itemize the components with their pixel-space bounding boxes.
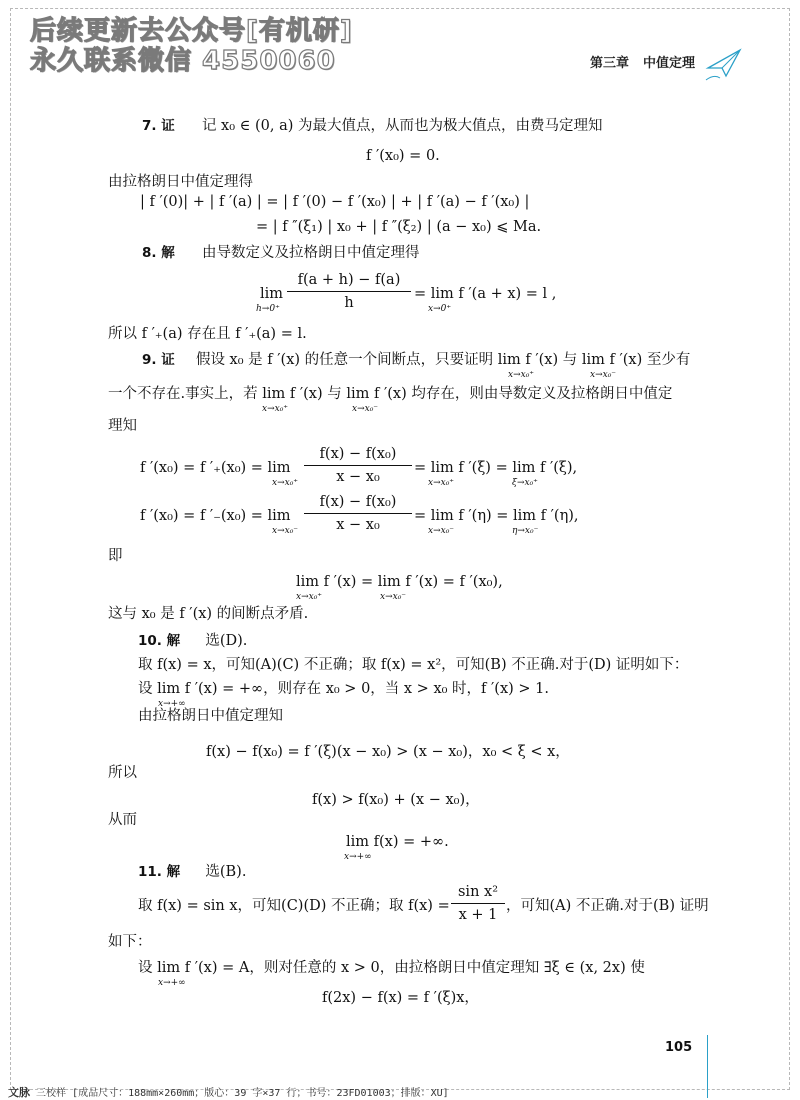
- problem-9-eqA-sub: x→x₀⁺: [272, 478, 299, 488]
- problem-9-label: 9. 证: [142, 352, 175, 368]
- watermark-line-2: 永久联系微信 4550060: [30, 46, 336, 76]
- problem-9-eqB-fraction: [304, 494, 412, 533]
- problem-9-line-1-sub-a: x→x₀⁺: [508, 370, 535, 380]
- chapter-title: 中值定理: [643, 56, 696, 71]
- problem-7-equation-2: | f ′(0)| + | f ′(a) | = | f ′(0) − f ′(x₀) | + | f ′(a) − f ′(x₀) |: [140, 194, 530, 210]
- problem-9-eqA-sub-2: x→x₀⁺: [428, 478, 455, 488]
- problem-9-eqC-sub-1: x→x₀⁺: [296, 592, 323, 602]
- problem-9-line-1: 假设 x₀ 是 f ′(x) 的任意一个间断点，只要证明 lim f ′(x) 与 lim f ′(x) 至少有: [195, 352, 691, 368]
- problem-9-eqB-left: f ′(x₀) = f ′₋(x₀) = lim: [140, 508, 291, 524]
- footer-text: 三校样 [成品尺寸：188mm×260mm；版心：39 字×37 行；书号：23FD01003；排版：XU]: [36, 1088, 449, 1099]
- page-number: 105: [665, 1040, 693, 1055]
- problem-10-line-3-sub: x→+∞: [158, 699, 186, 709]
- problem-9-eqA-denominator: x − x₀: [336, 469, 380, 485]
- problem-9-eqB-right: = lim f ′(η) = lim f ′(η),: [414, 508, 579, 524]
- problem-10-equation-1: f(x) − f(x₀) = f ′(ξ)(x − x₀) > (x − x₀)，x₀ < ξ < x，: [206, 744, 570, 760]
- fraction-bar: [287, 291, 411, 292]
- problem-8-denominator: h: [344, 295, 354, 311]
- problem-10: [138, 633, 247, 650]
- problem-9-line-2-sub-a: x→x₀⁺: [262, 404, 289, 414]
- problem-9-eqA-left: f ′(x₀) = f ′₊(x₀) = lim: [140, 460, 291, 476]
- problem-10-label: 10. 解: [138, 633, 181, 649]
- problem-8-lim: lim: [260, 286, 284, 302]
- problem-7-line-1: 记 x₀ ∈ (0, a) 为最大值点，从而也为极大值点，由费马定理知: [201, 118, 603, 134]
- problem-10-line-4: 由拉格朗日中值定理知: [138, 708, 283, 724]
- problem-10-line-6: 从而: [108, 812, 137, 828]
- problem-9-line-4: 即: [108, 548, 123, 564]
- problem-7-equation-1: f ′(x₀) = 0.: [366, 148, 440, 164]
- problem-9-eqA-fraction: [304, 446, 412, 485]
- problem-11-line-2b: ，可知(A) 不正确.对于(B) 证明: [506, 898, 709, 914]
- problem-9-eqA-numerator: f(x) − f(x₀): [319, 446, 397, 462]
- problem-8-lim-sub-2: x→0⁺: [428, 304, 452, 314]
- problem-8-line-1: 由导数定义及拉格朗日中值定理得: [201, 245, 420, 261]
- problem-11-line-1: 选(B).: [205, 864, 247, 880]
- problem-9-line-5: 这与 x₀ 是 f ′(x) 的间断点矛盾.: [108, 606, 309, 622]
- problem-8-fraction: [287, 272, 411, 311]
- fraction-bar: [451, 903, 505, 904]
- problem-11-numerator: sin x²: [457, 884, 499, 900]
- problem-11-label: 11. 解: [138, 864, 181, 880]
- problem-10-line-3: 设 lim f ′(x) = +∞，则存在 x₀ > 0，当 x > x₀ 时，f ′(x) > 1.: [138, 681, 550, 697]
- fraction-bar: [304, 513, 412, 514]
- problem-9-eqA-sub-3: ξ→x₀⁺: [512, 478, 538, 488]
- page-edge-marker: [707, 1035, 708, 1098]
- problem-9-eqB-sub-3: η→x₀⁻: [512, 526, 539, 536]
- paper-plane-icon: [704, 46, 744, 84]
- chapter-number: 第三章: [590, 56, 630, 71]
- problem-7-line-2: 由拉格朗日中值定理得: [108, 174, 253, 190]
- problem-11-line-4-sub: x→+∞: [158, 978, 186, 988]
- problem-9-eqB-sub: x→x₀⁻: [272, 526, 299, 536]
- problem-10-line-2: 取 f(x) = x，可知(A)(C) 不正确；取 f(x) = x²，可知(B) 不正确.对于(D) 证明如下：: [138, 657, 689, 673]
- footer-brand: 文脉: [8, 1086, 30, 1099]
- problem-10-line-5: 所以: [108, 765, 137, 781]
- problem-8-line-2: 所以 f ′₊(a) 存在且 f ′₊(a) = l.: [108, 326, 307, 342]
- page-border: [10, 8, 790, 1090]
- fraction-bar: [304, 465, 412, 466]
- problem-8-equation-rest: = lim f ′(a + x) = l ,: [414, 286, 557, 302]
- problem-9-eqB-numerator: f(x) − f(x₀): [319, 494, 397, 510]
- watermark-line-1: 后续更新去公众号[有机研]: [30, 16, 353, 46]
- problem-9-eqA-right: = lim f ′(ξ) = lim f ′(ξ),: [414, 460, 578, 476]
- problem-10-equation-3: lim f(x) = +∞.: [346, 834, 449, 850]
- problem-9-eqB-denominator: x − x₀: [336, 517, 380, 533]
- problem-10-line-1: 选(D).: [205, 633, 248, 649]
- problem-11-fraction: [451, 884, 505, 923]
- problem-9-line-2: 一个不存在.事实上，若 lim f ′(x) 与 lim f ′(x) 均存在，则由导数定义及拉格朗日中值定: [108, 386, 673, 402]
- problem-8-numerator: f(a + h) − f(a): [297, 272, 401, 288]
- problem-8: [142, 245, 419, 262]
- problem-7-label: 7. 证: [142, 118, 175, 134]
- problem-9-line-3: 理知: [108, 418, 137, 434]
- running-header: [590, 52, 695, 71]
- problem-11-line-3: 如下：: [108, 934, 152, 950]
- problem-8-lim-sub-1: h→0⁺: [256, 304, 280, 314]
- problem-10-equation-2: f(x) > f(x₀) + (x − x₀)，: [312, 792, 480, 808]
- problem-11: [138, 864, 246, 881]
- problem-11-line-4: 设 lim f ′(x) = A，则对任意的 x > 0，由拉格朗日中值定理知 ∃ξ ∈ (x, 2x) 使: [138, 960, 645, 976]
- problem-11-line-2a: 取 f(x) = sin x，可知(C)(D) 不正确；取 f(x) =: [138, 898, 450, 914]
- problem-11-equation-1: f(2x) − f(x) = f ′(ξ)x，: [322, 990, 479, 1006]
- problem-9-eqC: lim f ′(x) = lim f ′(x) = f ′(x₀),: [296, 574, 503, 590]
- problem-10-equation-3-sub: x→+∞: [344, 852, 372, 862]
- problem-9: [142, 352, 690, 369]
- problem-9-eqB-sub-2: x→x₀⁻: [428, 526, 455, 536]
- problem-11-denominator: x + 1: [458, 907, 498, 923]
- problem-7: [142, 118, 603, 135]
- problem-11-line-2: [138, 898, 450, 915]
- problem-9-line-2-sub-b: x→x₀⁻: [352, 404, 379, 414]
- problem-9-line-1-sub-b: x→x₀⁻: [590, 370, 617, 380]
- problem-7-equation-3: = | f ″(ξ₁) | x₀ + | f ″(ξ₂) | (a − x₀) ⩽ Ma.: [256, 219, 542, 235]
- problem-8-label: 8. 解: [142, 245, 175, 261]
- problem-9-eqC-sub-2: x→x₀⁻: [380, 592, 407, 602]
